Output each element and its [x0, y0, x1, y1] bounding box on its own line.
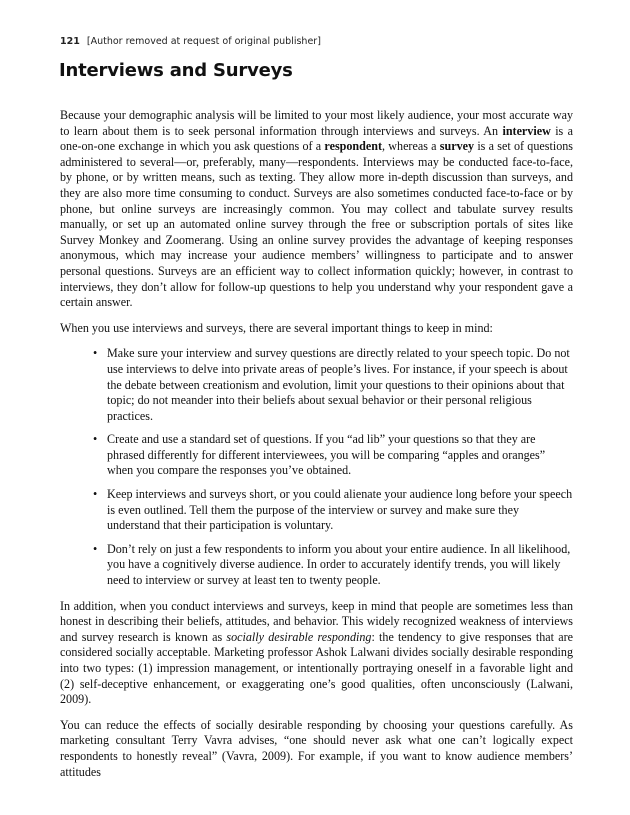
page-number: 121 — [60, 36, 80, 47]
paragraph-3 — [60, 599, 573, 708]
term-socially-desirable-responding: socially desirable responding — [226, 629, 372, 644]
paragraph-4: You can reduce the effects of socially desirable responding by choosing your questions carefully. As marketing consultant Terry Vavra advises, “one should never ask what one can’t logically expect respondents to honestly reveal” (Vavra, 2009). For example, if you want to know audience members’ attitudes — [60, 717, 573, 779]
section-title: Interviews and Surveys — [59, 60, 293, 81]
paragraph-1 — [60, 108, 573, 311]
bullet-item: • Don’t rely on just a few respondents to inform you about your entire audience. In all likelihood, you have a cognitively diverse audience. In order to accurately identify trends, you will likely need to interview or survey at least ten to twenty people. — [107, 542, 573, 589]
bullet-item: • Create and use a standard set of questions. If you “ad lib” your questions so that they are phrased differently for different interviewees, you will be comparing “apples and oranges” when you compare the responses you’ve obtained. — [107, 432, 573, 479]
running-title: [Author removed at request of original publisher] — [86, 36, 321, 47]
bullet-list — [60, 346, 573, 588]
paragraph-2: When you use interviews and surveys, there are several important things to keep in mind: — [60, 320, 493, 335]
bullet-item: • Keep interviews and surveys short, or you could alienate your audience long before your speech is even outlined. Tell them the purpose of the interview or survey and make sure they understand that their participation is voluntary. — [107, 487, 573, 534]
p1-text-b: is a one-on-one exchange in which you ask questions of a — [60, 123, 573, 154]
term-survey: survey — [439, 139, 475, 154]
p1-text-a: Because your demographic analysis will be limited to your most likely audience, your most accurate way to learn about them is to seek personal information through interviews and surveys. An — [60, 108, 573, 138]
running-header — [60, 36, 321, 47]
p3-text-b: : the tendency to give responses that are considered socially acceptable. Marketing professor Ashok Lalwani divides socially desirable responding into two types: (1) impression management, or intentionally portraying oneself in a favorable light and (2) self-deceptive enhancement, or exaggerating one’s good qualities, often unconsciously (Lalwani, 2009). — [60, 629, 573, 707]
term-interview: interview — [502, 123, 551, 138]
p1-text-d: is a set of questions administered to several—or, preferably, many—respondents. Interviews may be conducted face-to-face, by phone, or by written means, such as texting. They allow more in-depth discussion than surveys, and they are also more time consuming to conduct. Surveys are also sometimes conducted face-to-face or by phone, but online surveys are increasingly common. You may collect and tabulate survey results manually, or set up an automated online survey through the free or subscription portals of sites like Survey Monkey and Zoomerang. Using an online survey provides the advantage of keeping responses anonymous, which may increase your audience members’ willingness to participate and to answer personal questions. Surveys are an efficient way to collect information quickly; however, in contrast to interviews, they don’t allow for follow-up questions to help you understand why your respondent gave a certain answer. — [60, 139, 573, 310]
body-text — [60, 108, 573, 790]
term-respondent: respondent — [324, 139, 382, 154]
bullet-item: • Make sure your interview and survey questions are directly related to your speech topic. Do not use interviews to delve into private areas of people’s lives. For instance, if your speech is about the debate between creationism and evolution, limit your questions to their opinions about that topic; do not meander into their beliefs about sexual behavior or their personal religious practices. — [107, 346, 573, 424]
p1-text-c: , whereas a — [382, 139, 440, 154]
p3-text-a: In addition, when you conduct interviews and surveys, keep in mind that people are sometimes less than honest in describing their beliefs, attitudes, and behavior. This widely recognized weakness of interviews and survey research is known as — [60, 598, 573, 644]
